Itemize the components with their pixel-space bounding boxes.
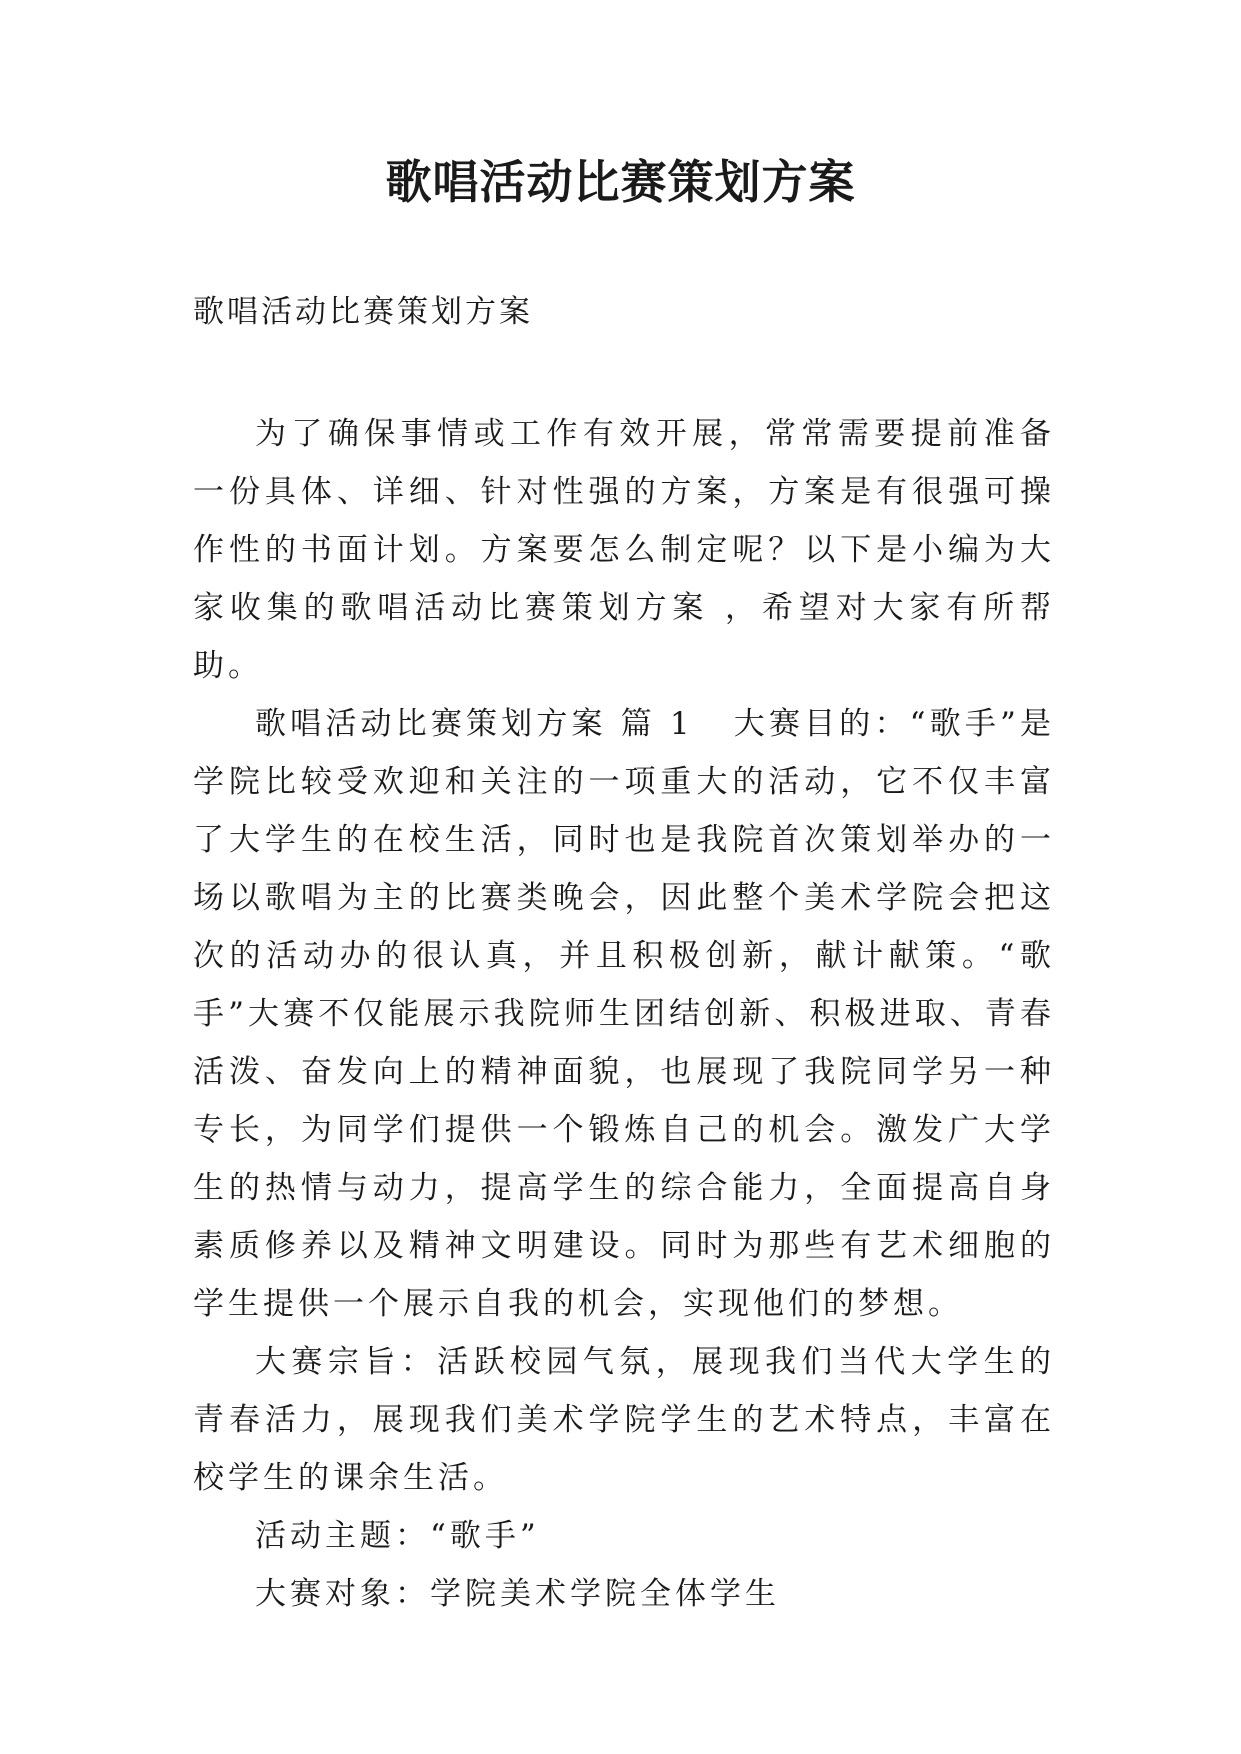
document-subtitle: 歌唱活动比赛策划方案 — [193, 294, 533, 330]
section-heading: 歌唱活动比赛策划方案 篇 1 — [255, 706, 694, 742]
intro-paragraph: 为了确保事情或工作有效开展，常常需要提前准备一份具体、详细、针对性强的方案，方案是有很强可操作性的书面计划。方案要怎么制定呢？以下是小编为大家收集的歌唱活动比赛策划方案 ，希望对大家有所帮助。 — [193, 416, 1055, 684]
theme-paragraph: 活动主题：“歌手” — [255, 1518, 540, 1554]
purpose-lead: 大赛目的：“歌手”是 — [733, 706, 1055, 742]
purpose-text: 学院比较受欢迎和关注的一项重大的活动，它不仅丰富了大学生的在校生活，同时也是我院首次策划举办的一场以歌唱为主的比赛类晚会，因此整个美术学院会把这次的活动办的很认真，并且积极创新，献计献策。“歌手”大赛不仅能展示我院师生团结创新、积极进取、青春活泼、奋发向上的精神面貌，也展现了我院同学另一种专长，为同学们提供一个锻炼自己的机会。激发广大学生的热情与动力，提高学生的综合能力，全面提高自身素质修养以及精神文明建设。同时为那些有艺术细胞的学生提供一个展示自我的机会，实现他们的梦想。 — [193, 764, 1055, 1322]
document-body — [193, 405, 1055, 1623]
participants-paragraph: 大赛对象：学院美术学院全体学生 — [255, 1576, 780, 1612]
purpose-paragraph — [193, 695, 1055, 1333]
aim-paragraph: 大赛宗旨：活跃校园气氛，展现我们当代大学生的青春活力，展现我们美术学院学生的艺术特点，丰富在校学生的课余生活。 — [193, 1344, 1055, 1496]
document-title: 歌唱活动比赛策划方案 — [385, 155, 856, 209]
